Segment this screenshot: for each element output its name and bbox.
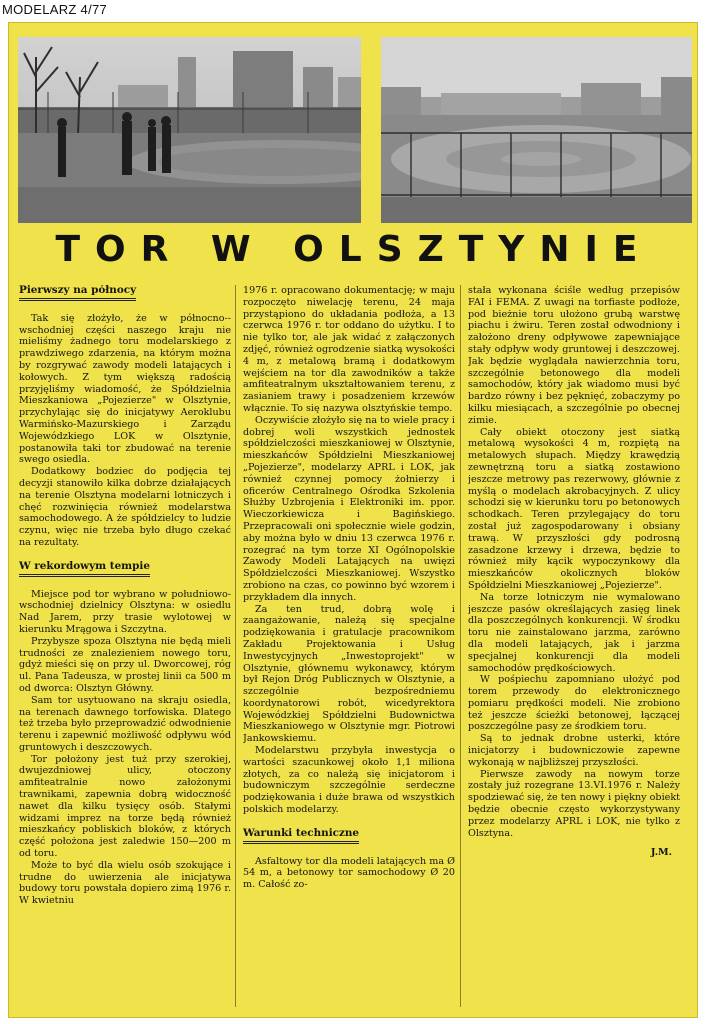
paragraph: Za ten trud, dobrą wolę i zaangażowanie, należą się specjalne podziękowania i gratulacje pracownikom Zakładu Projektowania i Usług Inwestycyjnych „Inwestoprojekt" w Olsztynie, głównemu wykonawcy, którym był Rejon Dróg Publicznych w Olsztynie, a szczególnie bezpośredniemu koordynatorowi robót, wicedyrektora Wojewódzkiej Spółdzielni Budownictwa Mieszkaniowego w Olsztynie mgr. Piotrowi Jankowskiemu. bbox=[243, 603, 455, 745]
section-heading: Pierwszy na północy bbox=[19, 285, 136, 301]
paragraph: Są to jednak drobne usterki, które inicjatorzy i budowniczowie zapewne wykonają w najbliższej przyszłości. bbox=[468, 733, 680, 768]
running-head: MODELARZ 4/77 bbox=[2, 2, 108, 17]
paragraph: Na torze lotniczym nie wymalowano jeszcze pasów określających zasięg linek dla poszczególnych konkurencji. W środku toru nie zainstalowano jarzma, zarówno dla modeli latających, jak i jarzma specjalnej konkurencji dla modeli samochodów prędkościowych. bbox=[468, 591, 680, 674]
paragraph: Cały obiekt otoczony jest siatką metalową wysokości 4 m, rozpiętą na metalowych słupach. Między krawędzią zewnętrzną toru a siatką zostawiono jeszcze metrowy pas rezerwowy, głównie z myślą o modelach akrobacyjnych. Z ulicy schodzi się w kierunku toru po betonowych schodkach. Teren przylegający do toru został już zagospodarowany i obsiany trawą. W przyszłości gdy podrosną zasadzone krzewy i drzewa, będzie to również miły kącik wypoczynkowy dla mieszkańców okolicznych bloków Spółdzielni Mieszkaniowej „Pojezierze". bbox=[468, 426, 680, 591]
author-signature: J.M. bbox=[650, 847, 672, 859]
paragraph: Sam tor usytuowano na skraju osiedla, na terenach dawnego torfowiska. Dlatego też trzeba było przeprowadzić odwodnienie terenu i zapewnić możliwość odpływu wód gruntowych i deszczowych. bbox=[19, 694, 231, 753]
section-heading: Warunki techniczne bbox=[243, 828, 359, 844]
column-1 bbox=[19, 285, 231, 1005]
column-rule bbox=[235, 285, 236, 1007]
column-2 bbox=[243, 285, 455, 1005]
paragraph: Tak się złożyło, że w północno--wschodniej części naszego kraju nie mieliśmy żadnego toru modelarskiego z prawdziwego zdarzenia, na którym można by rozgrywać zawody modeli latających i kołowych. Z tym większą radością przyjęliśmy wiadomość, że Spółdzielnia Mieszkaniowa „Pojezierze" w Olsztynie, przychylając się do inicjatywy Aeroklubu Warmińsko-Mazurskiego i Zarządu Wojewódzkiego LOK w Olsztynie, postanowiła taki tor zbudować na terenie swego osiedla. bbox=[19, 312, 231, 466]
column-3 bbox=[468, 285, 680, 1005]
paragraph: Modelarstwu przybyła inwestycja o wartości szacunkowej około 1,1 miliona złotych, za co należą się inicjatorom i budowniczym szczególnie serdeczne podziękowania i duże brawa od wszystkich polskich modelarzy. bbox=[243, 745, 455, 816]
paragraph: 1976 r. opracowano dokumentację; w maju rozpoczęto niwelację terenu, 24 maja przystąpiono do układania podłoża, a 13 czerwca 1976 r. tor oddano do użytku. I to nie tylko tor, ale jak widać z załączonych zdjęć, również ogrodzenie siatką wysokości 4 m, z metalową bramą i dodatkowym wejściem na tor dla zawodników a także amfiteatralnym ukształtowaniem terenu, z zasianiem trawy i posadzeniem krzewów włącznie. To się nazywa olsztyńskie tempo. bbox=[243, 285, 455, 414]
page bbox=[8, 22, 698, 1018]
paragraph: stała wykonana ściśle według przepisów FAI i FEMA. Z uwagi na torfiaste podłoże, pod bieżnie toru ułożono grubą warstwę piachu i żwiru. Teren został odwodniony i założono dreny odpływowe zapewniające stały odpływ wody gruntowej i deszczowej. Jak będzie wyglądała nawierzchnia toru, szczególnie betonowego dla modeli samochodów, który jak wiadomo musi być bardzo równy i bez pęknięć, zobaczymy po kilku miesiącach, a szczególnie po obecnej zimie. bbox=[468, 285, 680, 426]
paragraph: Pierwsze zawody na nowym torze zostały już rozegrane 13.VI.1976 r. Należy spodziewać się, że ten nowy i piękny obiekt będzie obecnie często wykorzystywany przez modelarzy APRL i LOK, nie tylko z Olsztyna. bbox=[468, 768, 680, 839]
paragraph: Oczywiście złożyło się na to wiele pracy i dobrej woli wszystkich jednostek spółdzielczości mieszkaniowej w Olsztynie, mieszkańców Spółdzielni Mieszkaniowej „Pojezierze", modelarzy APRL i LOK, jak również czynnej pomocy żołnierzy i oficerów Centralnego Ośrodka Szkolenia Służby Uzbrojenia i Elektroniki im. ppor. Wieczorkiewicza i Bagińskiego. Przepracowali oni społecznie wiele godzin, aby można było w dniu 13 czerwca 1976 r. rozegrać na tym torze XI Ogólnopolskie Zawody Modeli Latających na uwięzi Spółdzielczości Mieszkaniowej. Wszystko zrobiono na czas, co powinno być wzorem i przykładem dla innych. bbox=[243, 414, 455, 603]
article-title: TOR W OLSZTYNIE bbox=[55, 229, 653, 270]
column-rule bbox=[460, 285, 461, 1007]
section-heading: W rekordowym tempie bbox=[19, 561, 150, 577]
paragraph: W pośpiechu zapomniano ułożyć pod torem przewody do elektronicznego pomiaru prędkości modeli. Nie zrobiono też jeszcze ścieżki betonowej, łączącej poszczególne pasy ze środkiem toru. bbox=[468, 674, 680, 733]
paragraph: Asfaltowy tor dla modeli latających ma Ø 54 m, a betonowy tor samochodowy Ø 20 m. Całość zo- bbox=[243, 855, 455, 891]
paragraph: Może to być dla wielu osób szokujące i trudne do uwierzenia ale inicjatywa budowy toru powstała dopiero zimą 1976 r. W kwietniu bbox=[19, 859, 231, 907]
paragraph: Miejsce pod tor wybrano w południowo-wschodniej dzielnicy Olsztyna: w osiedlu Nad Jarem, przy trasie wylotowej w kierunku Mrągowa i Szczytna. bbox=[19, 588, 231, 635]
paragraph: Dodatkowy bodziec do podjęcia tej decyzji stanowiło kilka dobrze działających na terenie Olsztyna modelarni lotniczych i chęć rozwinięcia również modelarstwa samochodowego. A że spółdzielcy to ludzie czynu, więc nie trzeba było długo czekać na rezultaty. bbox=[19, 466, 231, 548]
photo-track-people bbox=[18, 37, 361, 223]
photo-fenced-track bbox=[381, 37, 692, 223]
paragraph: Tor położony jest tuż przy szerokiej, dwujezdniowej ulicy, otoczony amfiteatralnie nowo założonymi trawnikami, zapewnia dobrą widoczność nawet dla kilku tysięcy osób. Stałymi widzami imprez na torze będą również mieszkańcy pobliskich bloków, z których część położona jest zaledwie 150—200 m od toru. bbox=[19, 753, 231, 860]
paragraph: Przybysze spoza Olsztyna nie będą mieli trudności ze znalezieniem nowego toru, gdyż mieści się on przy ul. Dworcowej, róg ul. Pana Tadeusza, w prostej linii ca 500 m od dworca: Olsztyn Główny. bbox=[19, 635, 231, 694]
